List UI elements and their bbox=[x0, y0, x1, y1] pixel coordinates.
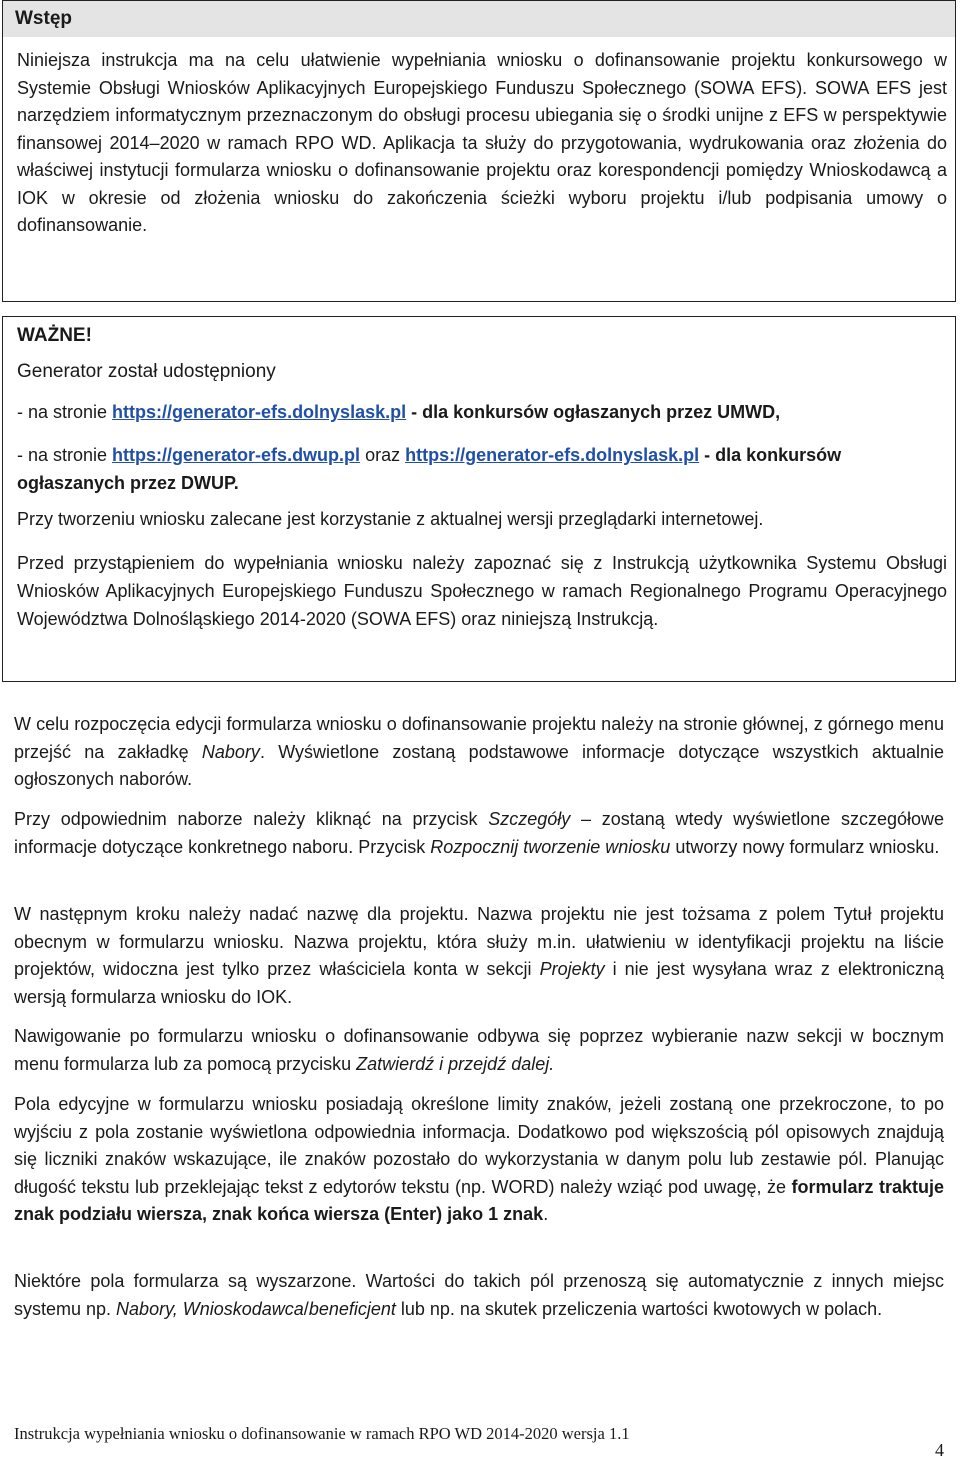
text-run: W celu rozpoczęcia edycji formularza wniosku o dofinansowanie projektu należy na stronie głównej, z górnego menu przejść na zakładkę bbox=[14, 714, 944, 762]
important-heading: WAŻNE! bbox=[17, 325, 92, 346]
generator-line-dwup bbox=[17, 441, 947, 497]
page-number: 4 bbox=[935, 1440, 944, 1460]
text-run: utworzy nowy formularz wniosku. bbox=[670, 836, 940, 857]
link-generator-dolnyslask[interactable]: https://generator-efs.dolnyslask.pl bbox=[112, 402, 407, 422]
line-prefix: - na stronie bbox=[17, 445, 113, 465]
text-run: W następnym kroku należy nadać nazwę dla projektu. Nazwa projektu nie jest tożsama z polem Tytuł projektu obecnym w formularzu wniosku. Nazwa projektu, która służy m.in. ułatwieniu w identyfikacji projektu na liście projektów, widoczna jest tylko przez właściciela konta w sekcji bbox=[14, 904, 944, 979]
line-suffix: - dla konkursów ogłaszanych przez UMWD, bbox=[406, 402, 781, 422]
text-run: lub np. na skutek przeliczenia wartości kwotowych w polach. bbox=[395, 1298, 883, 1319]
intro-paragraph: Niniejsza instrukcja ma na celu ułatwienie wypełniania wniosku o dofinansowanie projektu konkursowego w Systemie Obsługi Wniosków Aplikacyjnych Europejskiego Funduszu Społecznego (SOWA EFS). SOWA EFS jest narzędziem informatycznym przeznaczonym do obsługi procesu ubiegania się o środki unijne z EFS w perspektywie finansowej 2014–2020 w ramach RPO WD. Aplikacja ta służy do przygotowania, wydrukowania oraz złożenia do właściwej instytucji formularza wniosku o dofinansowanie projektu oraz korespondencji pomiędzy Wnioskodawcą a IOK w okresie od złożenia wniosku do zakończenia ścieżki wyboru projektu i/lub podpisania umowy o dofinansowanie. bbox=[17, 50, 947, 235]
link-generator-dolnyslask-2[interactable]: https://generator-efs.dolnyslask.pl bbox=[405, 445, 700, 465]
text-run-bold: formularz traktuje znak podziału wiersza, znak końca wiersza (Enter) jako 1 znak bbox=[14, 1176, 944, 1224]
paragraph-nabory bbox=[14, 711, 944, 794]
browser-note: Przy tworzeniu wniosku zalecane jest korzystanie z aktualnej wersji przeglądarki internetowej. bbox=[17, 509, 764, 529]
text-run: Nawigowanie po formularzu wniosku o dofinansowanie odbywa się poprzez wybieranie nazw sekcji w bocznym menu formularza lub za pomocą przycisku bbox=[14, 1026, 944, 1074]
text-run: . bbox=[543, 1204, 549, 1224]
generator-line: Generator został udostępniony bbox=[17, 361, 276, 382]
section-heading: Wstęp bbox=[3, 1, 955, 37]
intro-box bbox=[2, 0, 956, 302]
text-run: Niektóre pola formularza są wyszarzone. Wartości do takich pól przenoszą się automatycznie z innych miejsc systemu np. bbox=[14, 1271, 944, 1319]
text-run: i nie jest wysyłana wraz z elektroniczną wersją formularza wniosku do IOK. bbox=[14, 959, 944, 1007]
text-run-italic: Rozpocznij tworzenie wniosku bbox=[430, 836, 671, 857]
text-run-italic: Projekty bbox=[539, 959, 605, 979]
text-run-italic: Nabory bbox=[201, 741, 260, 762]
manual-note: Przed przystąpieniem do wypełniania wniosku należy zapoznać się z Instrukcją użytkownika Systemu Obsługi Wniosków Aplikacyjnych Europejskiego Funduszu Społecznego w ramach Regionalnego Programu Operacyjnego Województwa Dolnośląskiego 2014-2020 (SOWA EFS) oraz niniejszą Instrukcją. bbox=[17, 553, 947, 629]
text-run-italic: Zatwierdź i przejdź dalej. bbox=[356, 1053, 555, 1074]
text-run-italic: Szczegóły bbox=[488, 809, 571, 829]
line-suffix: - dla konkursów ogłaszanych przez DWUP. bbox=[17, 445, 842, 493]
paragraph-szczegoly bbox=[14, 806, 944, 861]
footer-text: Instrukcja wypełniania wniosku o dofinansowanie w ramach RPO WD 2014-2020 wersja 1.1 bbox=[14, 1424, 630, 1443]
line-oraz: oraz bbox=[360, 445, 406, 465]
text-run: . Wyświetlone zostaną podstawowe informacje dotyczące wszystkich aktualnie ogłoszonych naborów. bbox=[14, 741, 944, 789]
paragraph-limity-znakow bbox=[14, 1091, 944, 1229]
text-run: Pola edycyjne w formularzu wniosku posiadają określone limity znaków, jeżeli zostaną one przekroczone, to po wyjściu z pola zostanie wyświetlona odpowiednia informacja. Dodatkowo pod większością pól opisowych znajdują się liczniki znaków wskazujące, ile znaków pozostało do wykorzystania w danym polu lub zestawie pól. Planując długość tekstu lub przeklejając tekst z edytorów tekstu (np. WORD) należy wziąć pod uwagę, że bbox=[14, 1094, 944, 1197]
paragraph-wyszarzone bbox=[14, 1268, 944, 1323]
text-run: – zostaną wtedy wyświetlone szczegółowe informacje dotyczące konkretnego naboru. Przycisk bbox=[14, 809, 944, 857]
important-box bbox=[2, 316, 956, 682]
link-generator-dwup[interactable]: https://generator-efs.dwup.pl bbox=[112, 445, 361, 465]
generator-line-umwd bbox=[17, 402, 947, 423]
paragraph-nazwa-projektu bbox=[14, 901, 944, 1011]
text-run-italic: beneficjent bbox=[308, 1298, 396, 1319]
text-run-italic: Nabory, Wnioskodawca bbox=[116, 1298, 304, 1319]
line-prefix: - na stronie bbox=[17, 402, 113, 422]
paragraph-nawigowanie bbox=[14, 1023, 944, 1078]
text-run: / bbox=[303, 1298, 309, 1319]
text-run: Przy odpowiednim naborze należy kliknąć na przycisk bbox=[14, 809, 489, 829]
